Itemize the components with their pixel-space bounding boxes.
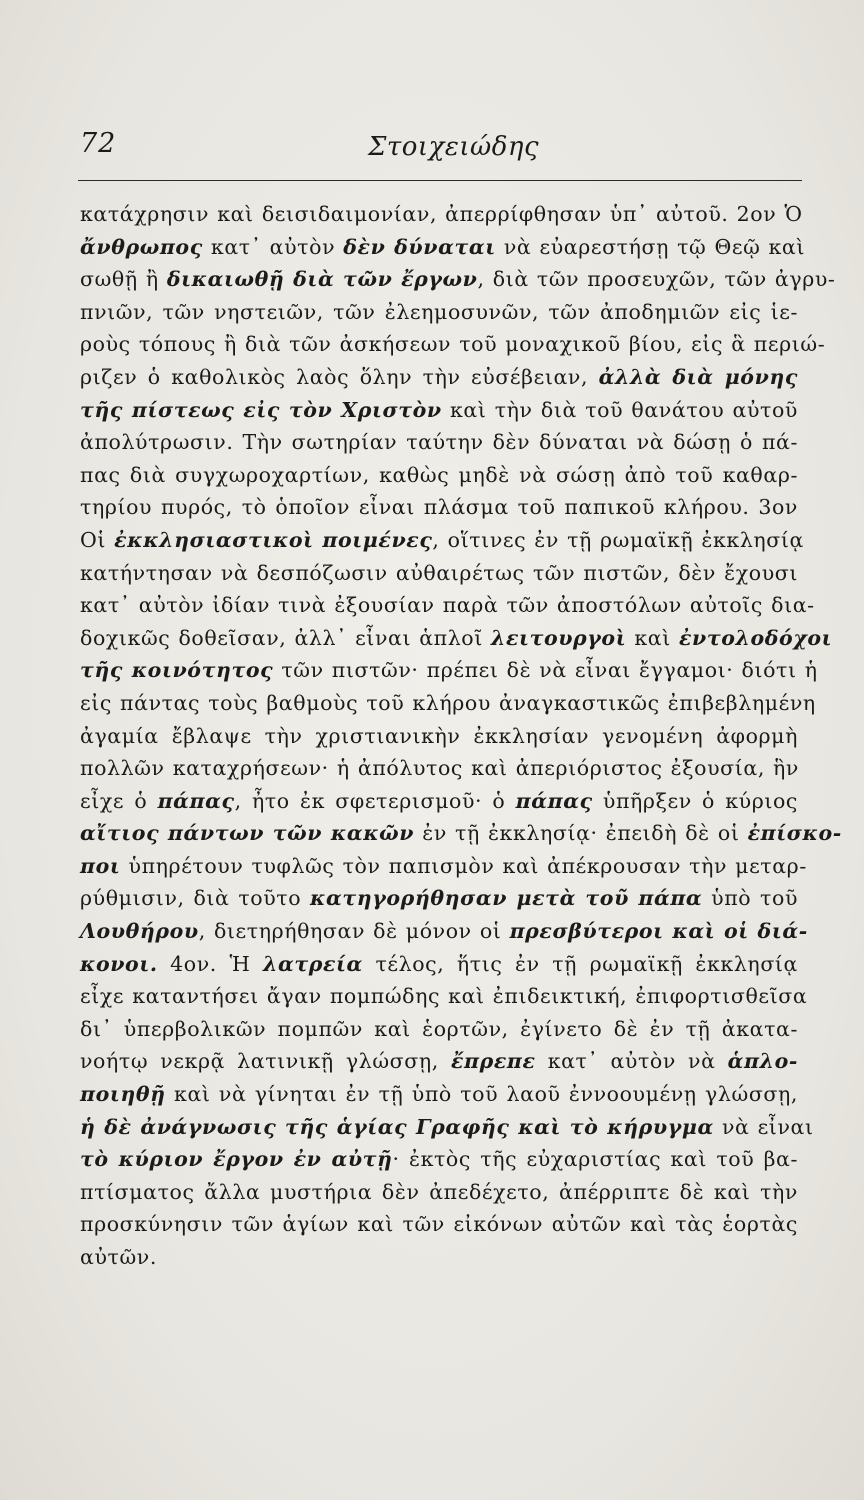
text-run: τέλος, ἥτις ἐν τῇ ρωμαϊκῇ ἐκκλησίᾳ: [362, 951, 798, 976]
text-line: [80, 1176, 798, 1209]
text-run: τῶν πιστῶν· πρέπει δὲ νὰ εἶναι ἔγγαμοι· διότι ἡ: [273, 658, 818, 683]
emphasis-text: ἔπρεπε: [450, 1049, 536, 1074]
text-line: [80, 524, 804, 557]
emphasis-text: τῆς κοινότητος: [80, 658, 274, 683]
text-run: προσκύνησιν τῶν ἁγίων καὶ τῶν εἰκόνων αὐτῶν καὶ τὰς ἑορτὰς: [80, 1212, 798, 1237]
header-rule: [78, 180, 802, 181]
text-run: 4ον. Ἡ: [157, 951, 263, 976]
page-number: 72: [80, 128, 117, 159]
text-line: [80, 1111, 814, 1144]
emphasis-text: ἀλλὰ διὰ μόνης: [598, 364, 798, 389]
emphasis-text: κατηγορήθησαν μετὰ τοῦ πάπα: [309, 886, 703, 911]
emphasis-text: ἐκκλησιαστικοὶ ποιμένες: [114, 527, 433, 552]
emphasis-text: αἴτιος πάντων τῶν κακῶν: [80, 821, 415, 846]
text-line: [80, 817, 842, 850]
text-line: [80, 654, 818, 687]
text-line: [80, 752, 798, 785]
text-line: [80, 882, 798, 915]
text-run: σωθῇ ἢ: [80, 267, 167, 292]
emphasis-text: δὲν δύναται: [343, 234, 496, 259]
text-run: · ἐκτὸς τῆς εὐχαριστίας καὶ τοῦ βα-: [392, 1147, 799, 1172]
text-run: πνιῶν, τῶν νηστειῶν, τῶν ἐλεημοσυνῶν, τῶν ἀποδημιῶν εἰς ἱε-: [80, 299, 798, 324]
text-run: κατ᾽ αὐτὸν νὰ: [535, 1049, 728, 1074]
text-run: νοήτῳ νεκρᾷ λατινικῇ γλώσσῃ,: [80, 1049, 451, 1074]
emphasis-text: ἐπίσκο-: [747, 821, 842, 846]
text-line: [80, 394, 798, 427]
text-line: [80, 915, 808, 948]
text-run: κατ᾽ αὐτὸν: [202, 234, 344, 259]
text-line: [80, 328, 826, 361]
emphasis-text: ποι: [80, 853, 121, 878]
emphasis-text: δικαιωθῇ διὰ τῶν ἔργων: [166, 267, 478, 292]
text-line: [80, 557, 798, 590]
text-run: , οἵτινες ἐν τῇ ρωμαϊκῇ ἐκκλησίᾳ: [432, 527, 804, 552]
text-line: [80, 263, 836, 296]
text-line: [80, 1013, 798, 1046]
text-run: , διὰ τῶν προσευχῶν, τῶν ἀγρυ-: [477, 267, 836, 292]
text-line: [80, 1078, 798, 1111]
text-run: ροὺς τόπους ἢ διὰ τῶν ἀσκήσεων τοῦ μοναχικοῦ βίου, εἰς ἃ περιώ-: [80, 332, 826, 357]
emphasis-text: τὸ κύριον ἔργον ἐν αὐτῇ: [80, 1147, 393, 1172]
text-run: ρύθμισιν, διὰ τοῦτο: [80, 886, 310, 911]
text-run: ὑπὸ τοῦ: [702, 886, 799, 911]
text-run: , ἦτο ἐκ σφετερισμοῦ· ὁ: [234, 788, 516, 813]
text-line: [80, 1143, 798, 1176]
emphasis-text: ἐντολοδόχοι: [678, 625, 833, 650]
emphasis-text: Λουθήρου: [80, 919, 199, 944]
emphasis-text: ποιηθῇ: [80, 1082, 166, 1107]
text-line: [80, 1045, 798, 1078]
emphasis-text: πάπας: [515, 788, 593, 813]
text-line: [80, 231, 806, 264]
emphasis-text: τῆς πίστεως εἰς τὸν Χριστὸν: [80, 397, 442, 422]
text-line: [80, 785, 798, 818]
text-run: ἐν τῇ ἐκκλησίᾳ· ἐπειδὴ δὲ οἱ: [414, 821, 748, 846]
emphasis-text: πάπας: [157, 788, 235, 813]
page-header: [80, 128, 800, 178]
text-line: [80, 980, 808, 1013]
text-run: τηρίου πυρός, τὸ ὁποῖον εἶναι πλάσμα τοῦ παπικοῦ κλήρου. 3ον: [80, 495, 798, 520]
text-run: καὶ: [626, 625, 679, 650]
text-line: [80, 1208, 798, 1241]
text-run: ἀγαμία ἔβλαψε τὴν χριστιανικὴν ἐκκλησίαν γενομένη ἀφορμὴ: [80, 723, 798, 748]
text-run: νὰ εὐαρεστήσῃ τῷ Θεῷ καὶ: [495, 234, 806, 259]
text-run: εἶχε καταντήσει ἄγαν πομπώδης καὶ ἐπιδεικτική, ἐπιφορτισθεῖσα: [80, 984, 808, 1009]
text-run: αὐτῶν.: [80, 1245, 157, 1269]
text-run: εἰς πάντας τοὺς βαθμοὺς τοῦ κλήρου ἀναγκαστικῶς ἐπιβεβλημένη: [80, 690, 816, 715]
text-run: ριζεν ὁ καθολικὸς λαὸς ὅλην τὴν εὐσέβειαν,: [80, 364, 599, 389]
text-run: κατάχρησιν καὶ δεισιδαιμονίαν, ἀπερρίφθησαν ὑπ᾽ αὐτοῦ. 2ον Ὁ: [80, 202, 803, 226]
text-run: , διετηρήθησαν δὲ μόνον οἱ: [198, 919, 510, 944]
text-line: [80, 1241, 798, 1274]
text-line: [80, 198, 803, 231]
text-run: πας διὰ συγχωροχαρτίων, καθὼς μηδὲ νὰ σώσῃ ἀπὸ τοῦ καθαρ-: [80, 462, 798, 487]
text-line: [80, 948, 798, 981]
text-run: ὑπῆρξεν ὁ κύριος: [592, 788, 799, 813]
emphasis-text: ἡ δὲ ἀνάγνωσις τῆς ἁγίας Γραφῆς καὶ τὸ κήρυγμα: [80, 1114, 714, 1139]
text-run: πτίσματος ἄλλα μυστήρια δὲν ἀπεδέχετο, ἀπέρριπτε δὲ καὶ τὴν: [80, 1179, 798, 1204]
text-line: [80, 687, 816, 720]
text-run: κατ᾽ αὐτὸν ἰδίαν τινὰ ἐξουσίαν παρὰ τῶν ἀποστόλων αὐτοῖς δια-: [80, 593, 815, 618]
emphasis-text: ἄνθρωπος: [80, 234, 203, 259]
text-line: [80, 426, 798, 459]
text-line: [80, 361, 798, 394]
text-run: κατήντησαν νὰ δεσπόζωσιν αὐθαιρέτως τῶν πιστῶν, δὲν ἔχουσι: [80, 560, 798, 585]
text-run: πολλῶν καταχρήσεων· ἡ ἀπόλυτος καὶ ἀπεριόριστος ἐξουσία, ἣν: [80, 756, 799, 781]
text-line: [80, 622, 833, 655]
text-run: ἀπολύτρωσιν. Τὴν σωτηρίαν ταύτην δὲν δύναται νὰ δώσῃ ὁ πά-: [80, 430, 798, 455]
body-text: [80, 198, 842, 1274]
text-run: δι᾽ ὑπερβολικῶν πομπῶν καὶ ἑορτῶν, ἐγίνετο δὲ ἐν τῇ ἀκατα-: [80, 1016, 798, 1041]
text-run: καὶ τὴν διὰ τοῦ θανάτου αὐτοῦ: [441, 397, 798, 422]
emphasis-text: λατρεία: [262, 951, 363, 976]
text-run: δοχικῶς δοθεῖσαν, ἀλλ᾽ εἶναι ἁπλοῖ: [80, 625, 492, 650]
text-run: ὑπηρέτουν τυφλῶς τὸν παπισμὸν καὶ ἀπέκρουσαν τὴν μεταρ-: [120, 853, 807, 878]
emphasis-text: λειτουργοὶ: [491, 625, 627, 650]
text-run: νὰ εἶναι: [713, 1114, 814, 1139]
emphasis-text: κονοι.: [80, 951, 158, 976]
text-line: [80, 850, 807, 883]
text-line: [80, 589, 815, 622]
running-title: Στοιχειώδης: [368, 132, 540, 162]
text-run: Οἱ: [80, 527, 115, 552]
emphasis-text: πρεσβύτεροι καὶ οἱ διά-: [509, 919, 808, 944]
emphasis-text: ἁπλο-: [727, 1049, 798, 1074]
text-line: [80, 491, 798, 524]
text-run: εἶχε ὁ: [80, 788, 158, 813]
text-line: [80, 296, 798, 329]
text-line: [80, 459, 798, 492]
text-run: καὶ νὰ γίνηται ἐν τῇ ὑπὸ τοῦ λαοῦ ἐννοουμένῃ γλώσσῃ,: [165, 1082, 798, 1107]
text-line: [80, 720, 798, 753]
